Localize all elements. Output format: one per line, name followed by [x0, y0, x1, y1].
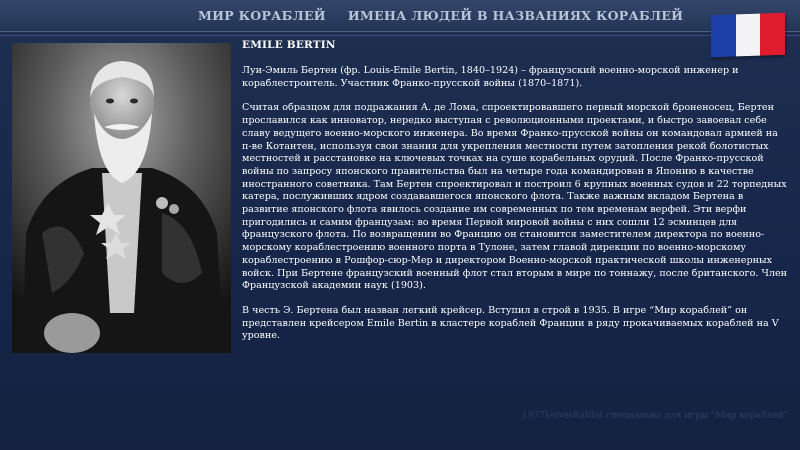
portrait-photo-icon [12, 43, 231, 353]
header-bar [0, 0, 800, 32]
header-divider [0, 35, 800, 36]
article-paragraph-biography: Считая образцом для подражания А. де Лома, спроектировавшего первый морской броненосец, Бертен прославился как инноватор, нередко выступая с революционными проектами, и быстро завоевал себе славу ведущего военно-морского инженера. Во время Франко-прусской войны он командовал армией на п-ве Котантен, используя свои знания для укрепления местности путем затопления рекой болотистых местностей и расстановке на ключевых точках на суше корабельных орудий. После Франко-прусской войны по запросу японского правительства был на четыре года командирован в Японию в качестве иностранного советника. Там Бертен спроектировал и построил 6 крупных военных судов и 22 торпедных катера, послуживших ядром создававшегося японского флота. Также важным вкладом Бертена в развитие японского флота явилось создание им современных по тем временам верфей. Эти верфи пригодились и самим французам: во время Первой мировой войны с них сошли 12 эсминцев для французского флота. По возвращении во Францию он становится заместителем директора по военно-морскому кораблестроению военного порта в Тулоне, затем главой дирекции по военно-морскому кораблестроению в Рошфор-сюр-Мер и директором Военно-морской практической школы инженерных войск. При Бертене французский военный флот стал вторым в мире по тоннажу, после британского. Член Французской академии наук (1903). [242, 102, 788, 292]
article-paragraph-ship: В честь Э. Бертена был назван легкий крейсер. Вступил в строй в 1935. В игре “Мир кораблей” он представлен крейсером Emile Bertin в кластере кораблей Франции в ряду прокачиваемых кораблей на V уровне. [242, 304, 779, 342]
footer-credit: 1977VelvetRabbit специально для игры “Мир кораблей” [522, 411, 789, 421]
article-title: EMILE BERTIN [242, 39, 336, 51]
article [242, 39, 790, 355]
header-title [198, 8, 683, 26]
header-section: МИР КОРАБЛЕЙ [198, 8, 326, 23]
header-topic: ИМЕНА ЛЮДЕЙ В НАЗВАНИЯХ КОРАБЛЕЙ [347, 8, 684, 23]
article-paragraph-intro: Луи-Эмиль Бертен (фр. Louis-Emile Bertin, 1840–1924) – французский военно-морской инженер и кораблестроитель. Участник Франко-прусской войны (1870–1871). [242, 65, 739, 89]
portrait-photo [12, 43, 231, 353]
